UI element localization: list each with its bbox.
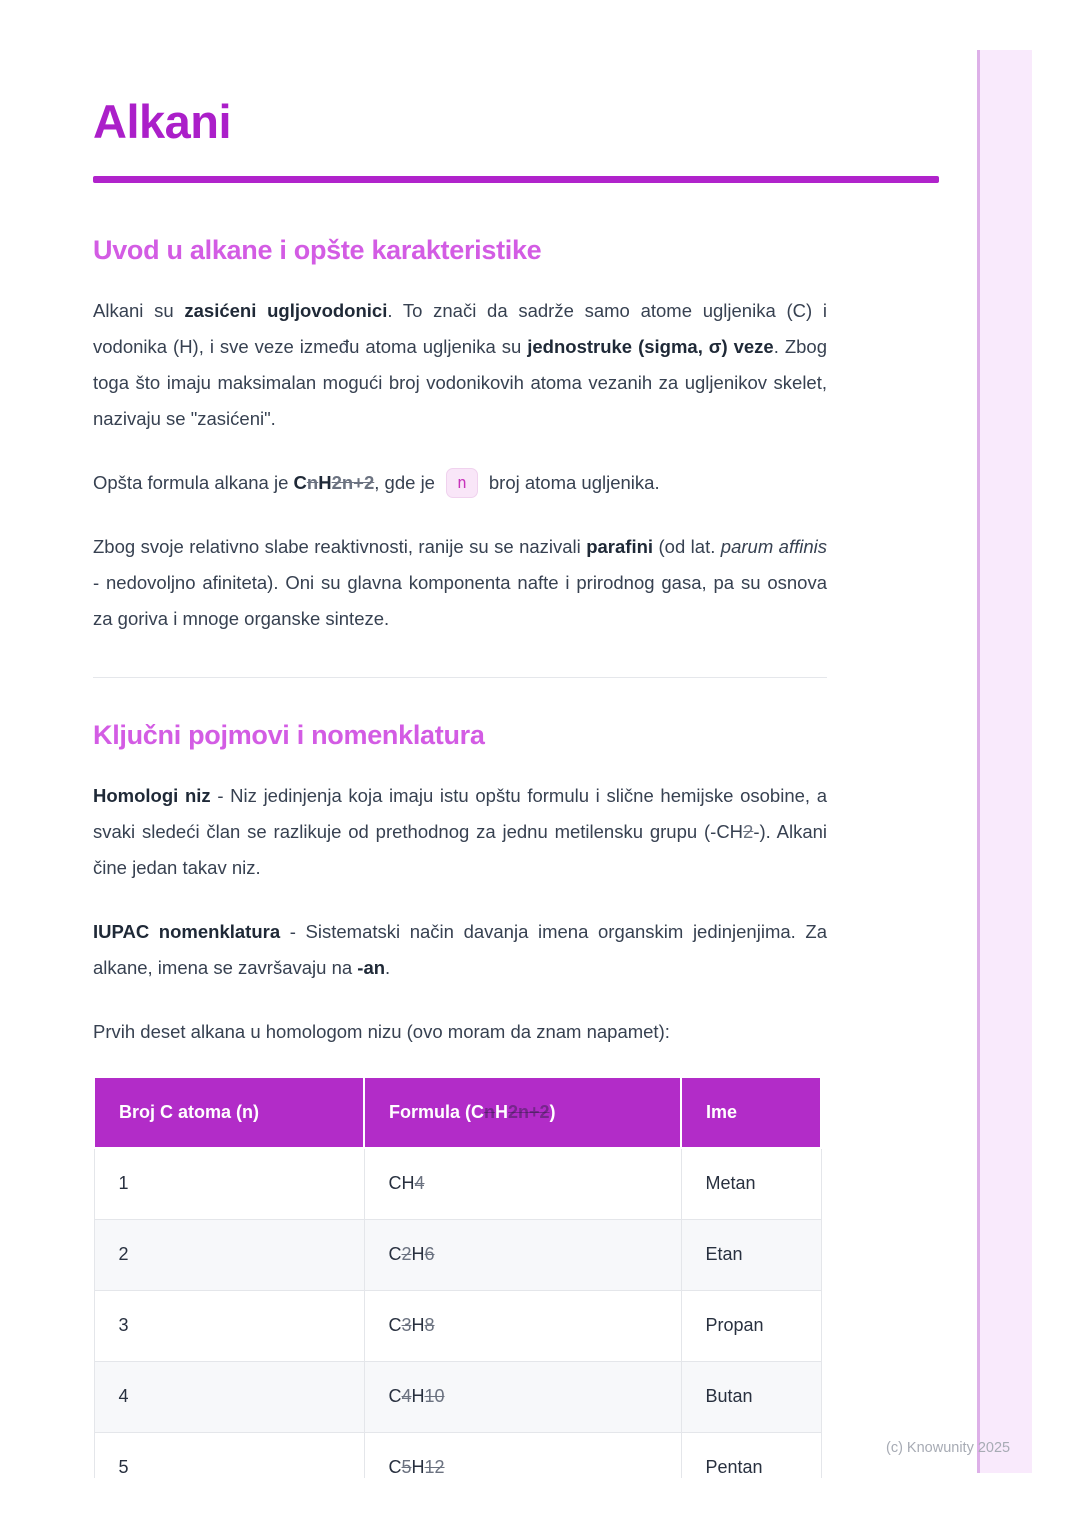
- table-row: [94, 1219, 821, 1290]
- table-row: [94, 1290, 821, 1361]
- cell-n: 3: [94, 1290, 364, 1361]
- page-title: Alkani: [93, 95, 232, 148]
- table-header-row: [94, 1077, 821, 1148]
- cell-formula: CH4: [364, 1148, 681, 1219]
- table-header-broj-c: Broj C atoma (n): [94, 1077, 364, 1148]
- table-row: [94, 1432, 821, 1478]
- alkanes-table: [93, 1076, 822, 1478]
- table-header-ime: Ime: [681, 1077, 821, 1148]
- table-row: [94, 1148, 821, 1219]
- paragraph-iupac: IUPAC nomenklatura - Sistematski način davanja imena organskim jedinjenjima. Za alkane, imena se završavaju na -an.: [93, 921, 827, 978]
- cell-name: Butan: [681, 1361, 821, 1432]
- cell-n: 2: [94, 1219, 364, 1290]
- title-divider-rule: [93, 176, 939, 183]
- paragraph-homologi-niz: Homologi niz - Niz jedinjenja koja imaju istu opštu formulu i slične hemijske osobine, a svaki sledeći član se razlikuje od prethodnog za jednu metilensku grupu (-CH2-). Alkani čine jedan takav niz.: [93, 785, 828, 878]
- cell-formula: C2H6: [364, 1219, 681, 1290]
- section-heading-uvod: Uvod u alkane i opšte karakteristike: [93, 235, 542, 265]
- paragraph-formula: Opšta formula alkana je CnH2n+2, gde je n broj atoma ugljenika.: [93, 465, 827, 501]
- section-divider: [93, 677, 827, 678]
- paragraph-parafini: Zbog svoje relativno slabe reaktivnosti, ranije su se nazivali parafini (od lat. parum affinis - nedovoljno afiniteta). Oni su glavna komponenta nafte i prirodnog gasa, pa su osnova za goriva i mnoge organske sinteze.: [93, 536, 828, 629]
- cell-formula: C5H12: [364, 1432, 681, 1478]
- table-header-formula: Formula (CnH2n+2): [364, 1077, 681, 1148]
- cell-name: Propan: [681, 1290, 821, 1361]
- document-content: [93, 0, 827, 1478]
- cell-name: Metan: [681, 1148, 821, 1219]
- cell-n: 5: [94, 1432, 364, 1478]
- table-row: [94, 1361, 821, 1432]
- cell-name: Etan: [681, 1219, 821, 1290]
- cell-n: 4: [94, 1361, 364, 1432]
- copyright-notice: (c) Knowunity 2025: [886, 1440, 1011, 1456]
- side-strip-decoration: [977, 50, 1032, 1473]
- cell-formula: C4H10: [364, 1361, 681, 1432]
- paragraph-table-intro: Prvih deset alkana u homologom nizu (ovo moram da znam napamet):: [93, 1021, 670, 1042]
- section-heading-pojmovi: Ključni pojmovi i nomenklatura: [93, 720, 485, 750]
- paragraph-intro: Alkani su zasićeni ugljovodonici. To znači da sadrže samo atome ugljenika (C) i vodonika (H), i sve veze između atoma ugljenika su jednostruke (sigma, σ) veze. Zbog toga što imaju maksimalan mogući broj vodonikovih atoma vezanih za ugljenikov skelet, nazivaju se "zasićeni".: [93, 300, 827, 429]
- cell-n: 1: [94, 1148, 364, 1219]
- cell-name: Pentan: [681, 1432, 821, 1478]
- cell-formula: C3H8: [364, 1290, 681, 1361]
